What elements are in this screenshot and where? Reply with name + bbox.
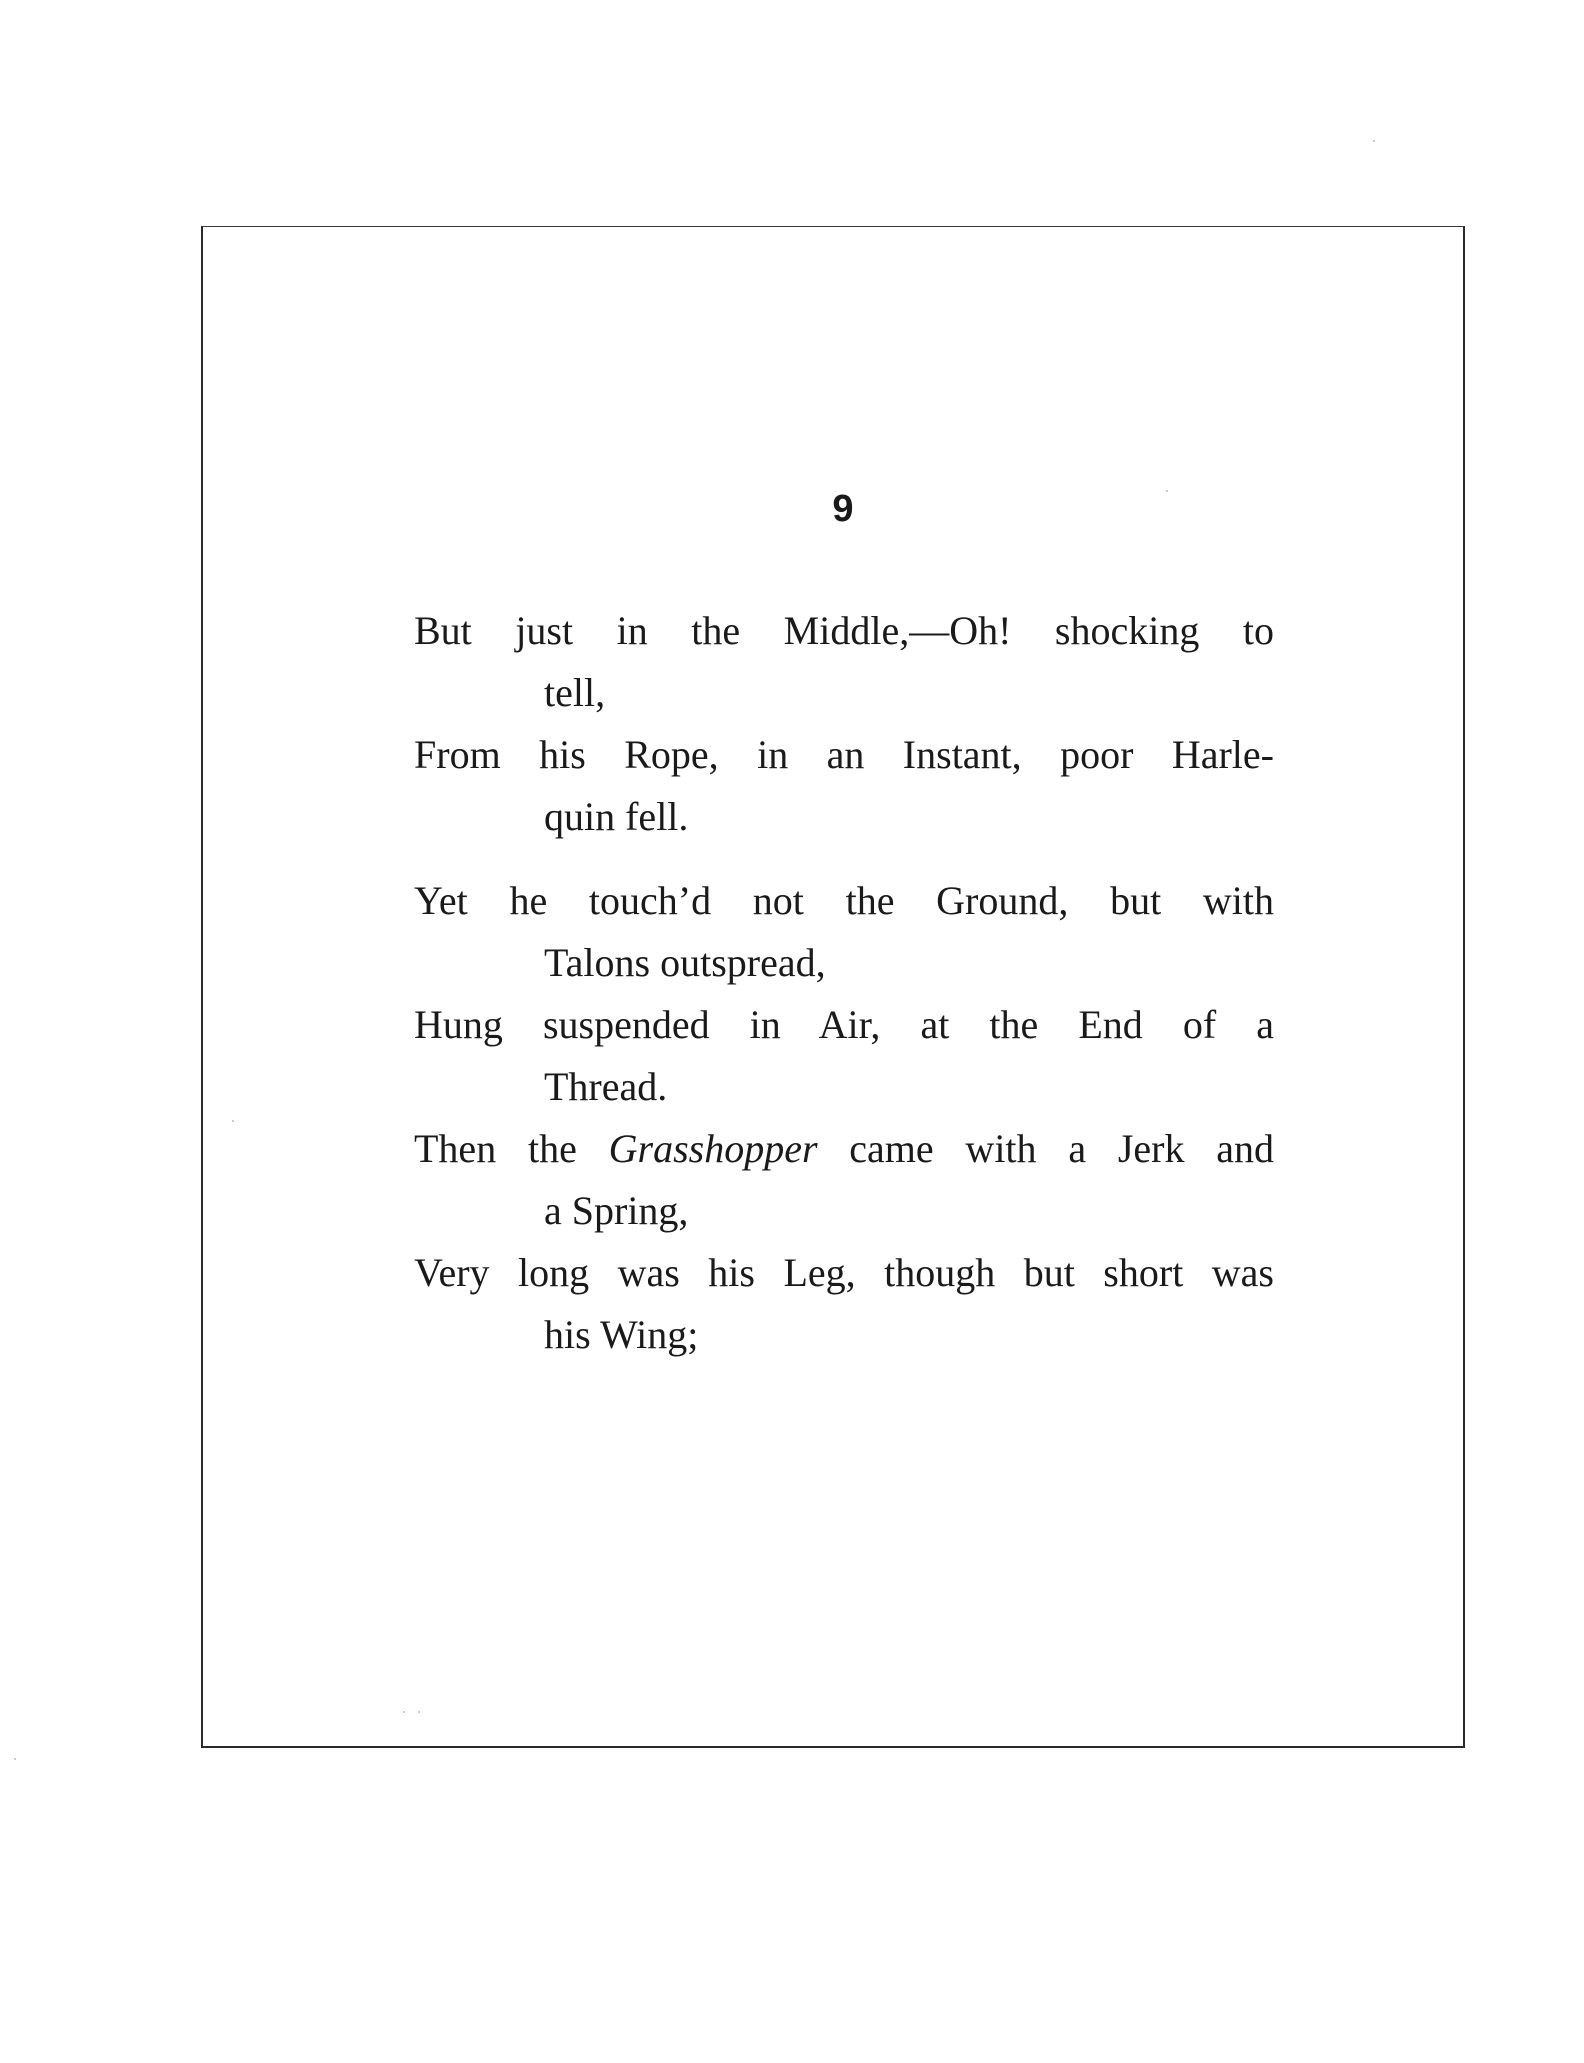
verse-line-5-pre: Then the [414,1126,609,1171]
verse-line-4 [414,994,1274,1118]
verse-line-1-main: But just in the Middle,—Oh! shocking to [414,608,1274,653]
verse-line-5-italic-word: Grasshopper [608,1126,818,1171]
stanza-2 [414,870,1274,1366]
verse-line-4-main: Hung suspended in Air, at the End of a [414,1002,1274,1047]
verse-line-3-main: Yet he touch’d not the Ground, but with [414,878,1274,923]
page-number: 9 [832,488,854,530]
verse-line-6-main: Very long was his Leg, though but short was [414,1250,1274,1295]
verse-line-5-post: came with a Jerk and [817,1126,1275,1171]
verse-line-2 [414,724,1274,848]
poem-body [414,600,1274,1366]
verse-line-2-main: From his Rope, in an Instant, poor Harle- [414,732,1274,777]
verse-line-5 [414,1118,1274,1242]
verse-line-1 [414,600,1274,724]
verse-line-1-continuation: tell, [544,670,606,715]
verse-line-5-continuation: a Spring, [544,1188,689,1233]
scan-speck [1373,140,1375,142]
scan-speck [403,1711,405,1713]
scan-speck [14,1758,16,1760]
verse-line-5-main [414,1118,1274,1180]
scan-speck [418,1711,420,1713]
verse-line-2-continuation: quin fell. [544,794,689,839]
verse-line-3 [414,870,1274,994]
stanza-1 [414,600,1274,848]
verse-line-3-continuation: Talons outspread, [544,940,826,985]
verse-line-6 [414,1242,1274,1366]
scan-speck [232,1120,234,1122]
scan-speck [1166,490,1168,492]
verse-line-4-continuation: Thread. [544,1064,668,1109]
verse-line-6-continuation: his Wing; [544,1312,699,1357]
